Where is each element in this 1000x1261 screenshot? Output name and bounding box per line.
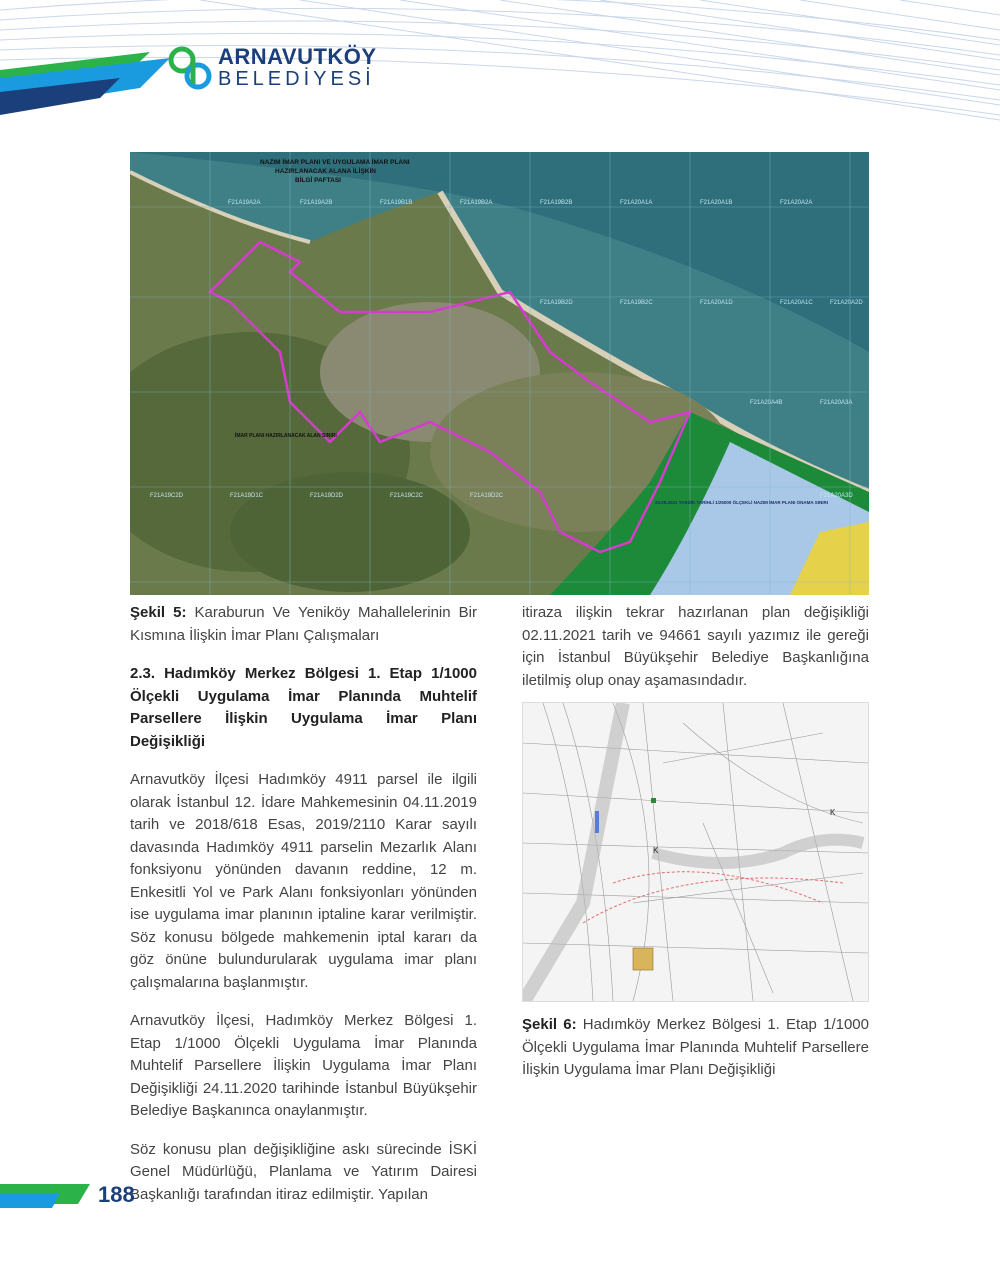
right-column xyxy=(522,602,869,1078)
grid-label: F21A20A3D xyxy=(820,493,853,499)
plan-drawing-image xyxy=(523,703,868,1001)
grid-label: F21A19C2C xyxy=(390,493,424,499)
grid-label: F21A20A1C xyxy=(780,300,813,306)
caption-text: Hadımköy Merkez Bölgesi 1. Etap 1/1000 Ölçekli Uygulama İmar Planında Muhtelif Parsellere İlişkin Uygulama İmar Planı Değişikliği xyxy=(522,1016,869,1078)
grid-label: F21A19B2B xyxy=(540,200,573,206)
figure5-caption xyxy=(130,602,477,647)
map-title: NAZIM İMAR PLANI VE UYGULAMA İMAR PLANI HAZIRLANACAK ALANA İLİŞKİN BİLGİ PAFTASI xyxy=(260,159,410,184)
plan-drawing-figure xyxy=(522,702,869,1002)
grid-label: F21A19B1B xyxy=(380,200,413,206)
grid-label: F21A19A2A xyxy=(228,200,261,206)
aerial-map-figure xyxy=(130,152,869,595)
caption-text: Karaburun Ve Yeniköy Mahallelerinin Bir Kısmına İlişkin İmar Planı Çalışmaları xyxy=(130,604,478,644)
header-decoration xyxy=(0,0,1000,130)
grid-label: F21A19C2D xyxy=(150,493,184,499)
logo-subtitle: BELEDİYESİ xyxy=(218,68,375,90)
grid-label: F21A20A1B xyxy=(700,200,733,206)
brand-logo xyxy=(168,44,377,92)
body-paragraph: Arnavutköy İlçesi Hadımköy 4911 parsel ile ilgili olarak İstanbul 12. İdare Mahkemesinin 04.11.2019 tarih ve 2018/618 Esas, 2019/2110 Karar sayılı davasında Hadımköy 4911 parselin Mezarlık Alanı fonksiyonu yönünden davanın reddine, 12 m. Enkesitli Yol ve Park Alanı fonksiyonları yönünden ise uygulama imar planının iptaline karar verilmiştir. Söz konusu bölgede mahkemenin iptal kararı da göz önüne bulundurularak uygulama imar planı çalışmalarına başlanmıştır. xyxy=(130,771,477,991)
body-paragraph-continuation: itiraza ilişkin tekrar hazırlanan plan değişikliği 02.11.2021 tarih ve 94661 sayılı yazımız ile gereği için İstanbul Büyükşehir Belediye Başkanlığına iletilmiş olup onay aşamasındadır. xyxy=(522,604,869,689)
grid-label: F21A20A4B xyxy=(750,400,783,406)
body-paragraph: Arnavutköy İlçesi, Hadımköy Merkez Bölgesi 1. Etap 1/1000 Ölçekli Uygulama İmar Planında Muhtelif Parsellere İlişkin Uygulama İmar Planı Değişikliği 24.11.2020 tarihinde İstanbul Büyükşehir Belediye Başkanınca onaylanmıştır. xyxy=(130,1012,477,1119)
grid-label: F21A19D1C xyxy=(230,493,264,499)
grid-label: F21A19A2B xyxy=(300,200,333,206)
grid-label: F21A20A2D xyxy=(830,300,863,306)
grid-label: F21A19D2D xyxy=(310,493,344,499)
grid-label: F21A19B2A xyxy=(460,200,493,206)
aerial-map-image xyxy=(130,152,869,595)
section-heading: 2.3. Hadımköy Merkez Bölgesi 1. Etap 1/1000 Ölçekli Uygulama İmar Planında Muhtelif Parsellere İlişkin Uygulama İmar Planı Değişikliği xyxy=(130,665,477,750)
left-column xyxy=(130,602,477,1222)
grid-label: F21A19B2D xyxy=(540,300,573,306)
legend-note: 23.05.2021 TASDİK TARİHLİ 1/25000 ÖLÇEKLİ NAZIM İMAR PLANI ONAMA SINIRI xyxy=(655,500,828,505)
grid-label: F21A20A3A xyxy=(820,400,853,406)
figure6-caption xyxy=(522,1014,869,1082)
plan-marker: K xyxy=(653,846,659,855)
plan-marker: K xyxy=(830,808,836,817)
caption-label: Şekil 6: xyxy=(522,1016,577,1033)
caption-label: Şekil 5: xyxy=(130,604,187,621)
grid-label: F21A19D2C xyxy=(470,493,504,499)
body-paragraph: Söz konusu plan değişikliğine askı sürecinde İSKİ Genel Müdürlüğü, Planlama ve Yatırım Dairesi Başkanlığı tarafından itiraz edilmiştir. Yapılan xyxy=(130,1140,477,1203)
area-boundary-label: İMAR PLANI HAZIRLANACAK ALAN SINIRI xyxy=(235,433,337,439)
logo-icon xyxy=(168,44,212,92)
logo-name: ARNAVUTKÖY xyxy=(218,44,377,69)
grid-label: F21A20A2A xyxy=(780,200,813,206)
page-number: 188 xyxy=(98,1182,135,1207)
grid-label: F21A20A1A xyxy=(620,200,653,206)
grid-label: F21A20A1D xyxy=(700,300,733,306)
grid-label: F21A19B2C xyxy=(620,300,653,306)
footer-decoration xyxy=(0,1180,90,1208)
